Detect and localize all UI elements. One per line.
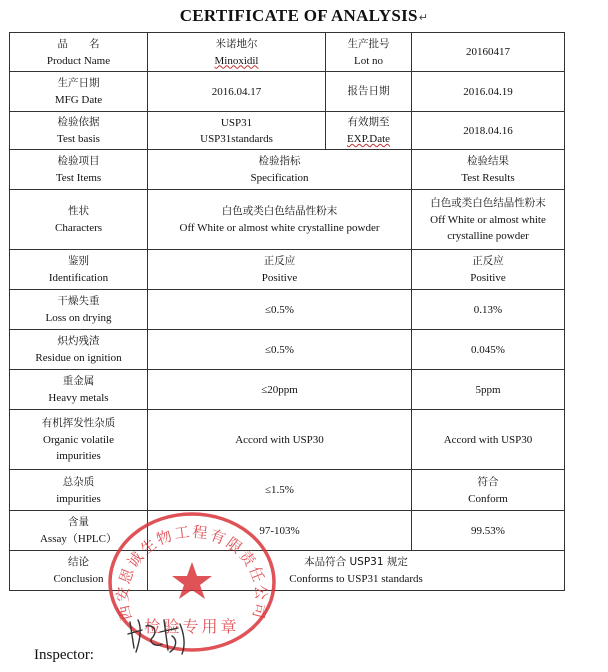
- cell-exp-label: 有效期至 EXP.Date: [326, 112, 412, 150]
- cell-lot-value: 20160417: [412, 33, 565, 72]
- row-mfg: [10, 72, 565, 112]
- row-loss-on-drying: [10, 290, 565, 330]
- cell-lod-label: 干燥失重 Loss on drying: [10, 290, 148, 330]
- cell-characters-result: 白色或类白色结晶性粉末 Off White or almost white crystalline powder: [412, 190, 565, 250]
- cell-basis-value: USP31 USP31standards: [148, 112, 326, 150]
- cell-residue-result: 0.045%: [412, 330, 565, 370]
- cell-identification-label: 鉴别 Identification: [10, 250, 148, 290]
- cell-heavy-result: 5ppm: [412, 370, 565, 410]
- cell-residue-spec: ≤0.5%: [148, 330, 412, 370]
- cell-lod-result: 0.13%: [412, 290, 565, 330]
- cell-product-label: 品 名 Product Name: [10, 33, 148, 72]
- row-residue: [10, 330, 565, 370]
- cell-report-label: 报告日期: [326, 72, 412, 112]
- cell-impurities-spec: ≤1.5%: [148, 470, 412, 511]
- cell-report-value: 2016.04.19: [412, 72, 565, 112]
- cell-header-result: 检验结果 Test Results: [412, 150, 565, 190]
- row-conclusion: [10, 551, 565, 591]
- row-impurities: [10, 470, 565, 511]
- cell-lod-spec: ≤0.5%: [148, 290, 412, 330]
- cell-identification-spec: 正反应 Positive: [148, 250, 412, 290]
- paragraph-mark: ↵: [418, 11, 429, 24]
- row-header: [10, 150, 565, 190]
- seal-star-icon: [172, 562, 212, 599]
- cell-mfg-label: 生产日期 MFG Date: [10, 72, 148, 112]
- cell-basis-label: 检验依据 Test basis: [10, 112, 148, 150]
- cell-heavy-label: 重金属 Heavy metals: [10, 370, 148, 410]
- cell-mfg-value: 2016.04.17: [148, 72, 326, 112]
- row-product: [10, 33, 565, 72]
- cell-residue-label: 炽灼残渣 Residue on ignition: [10, 330, 148, 370]
- seal-bottom-text: 检验专用章: [144, 617, 240, 636]
- row-heavy-metals: [10, 370, 565, 410]
- cell-product-value: 米诺地尔 Minoxidil: [148, 33, 326, 72]
- cell-assay-spec: 97-103%: [148, 511, 412, 551]
- row-identification: [10, 250, 565, 290]
- row-assay: [10, 511, 565, 551]
- cell-organic-result: Accord with USP30: [412, 410, 565, 470]
- cell-impurities-result: 符合 Conform: [412, 470, 565, 511]
- row-organic-volatile: [10, 410, 565, 470]
- row-characters: [10, 190, 565, 250]
- cell-exp-value: 2018.04.16: [412, 112, 565, 150]
- cell-header-items: 检验项目 Test Items: [10, 150, 148, 190]
- cell-conclusion-value: 本品符合 USP31 规定 Conforms to USP31 standards: [148, 551, 565, 591]
- cell-conclusion-label: 结论 Conclusion: [10, 551, 148, 591]
- cell-header-spec: 检验指标 Specification: [148, 150, 412, 190]
- analysis-table: [9, 32, 565, 591]
- cell-lot-label: 生产批号 Lot no: [326, 33, 412, 72]
- cell-impurities-label: 总杂质 impurities: [10, 470, 148, 511]
- cell-organic-spec: Accord with USP30: [148, 410, 412, 470]
- title-text: CERTIFICATE OF ANALYSIS: [179, 6, 418, 25]
- inspector-label: Inspector:: [34, 647, 94, 663]
- cell-characters-spec: 白色或类白色结晶性粉末 Off White or almost white crystalline powder: [148, 190, 412, 250]
- cell-assay-result: 99.53%: [412, 511, 565, 551]
- cell-identification-result: 正反应 Positive: [412, 250, 565, 290]
- cell-characters-label: 性状 Characters: [10, 190, 148, 250]
- document-title: [0, 6, 608, 26]
- cell-heavy-spec: ≤20ppm: [148, 370, 412, 410]
- cell-assay-label: 含量 Assay（HPLC）: [10, 511, 148, 551]
- cell-organic-label: 有机挥发性杂质 Organic volatile impurities: [10, 410, 148, 470]
- seal-ring-text: 西安恩诚生物工程有限责任公司: [113, 522, 271, 623]
- row-basis: [10, 112, 565, 150]
- inspector-signature: [124, 614, 194, 658]
